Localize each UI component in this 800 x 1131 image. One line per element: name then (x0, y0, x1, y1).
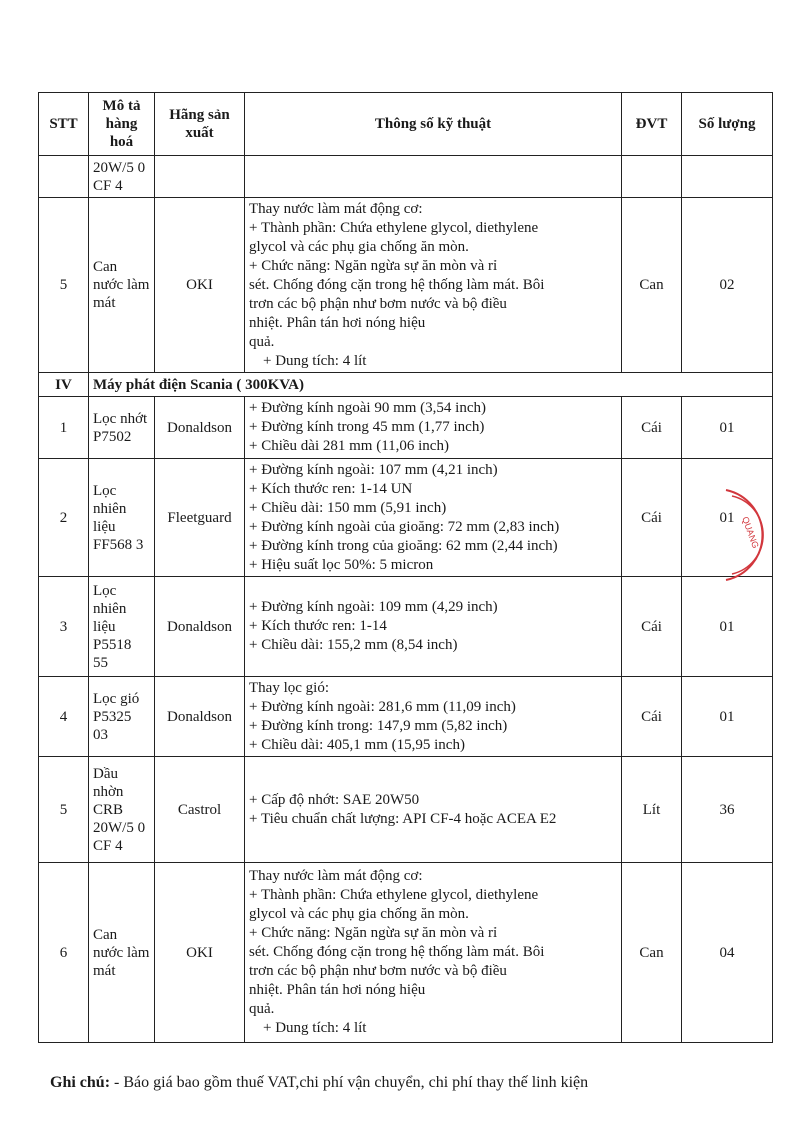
carry-manufacturer (155, 156, 245, 198)
table-row (39, 677, 773, 757)
spec-line: glycol và các phụ gia chống ăn mòn. (249, 906, 469, 922)
row-unit: Cái (622, 677, 682, 757)
row-stt: 1 (39, 397, 89, 459)
spec-line: + Chức năng: Ngăn ngừa sự ăn mòn và rỉ (249, 925, 498, 941)
row-description: Lọc gió P5325 03 (89, 677, 155, 757)
row-quantity: 04 (682, 863, 773, 1043)
spec-line: nhiệt. Phân tán hơi nóng hiệu (249, 314, 426, 331)
row-description: Can nước làm mát (89, 198, 155, 373)
spec-line: + Đường kính ngoài của gioăng: 72 mm (2,83 inch) (249, 518, 560, 535)
spec-line: nhiệt. Phân tán hơi nóng hiệu (249, 982, 426, 998)
footer-note (50, 1074, 588, 1092)
spec-line: quả. (249, 333, 275, 350)
spec-line: + Kích thước ren: 1-14 UN (249, 480, 413, 497)
spec-line: + Đường kính ngoài 90 mm (3,54 inch) (249, 400, 486, 416)
row-description: Lọc nhiên liệu P5518 55 (89, 577, 155, 677)
spec-line: + Đường kính trong của gioăng: 62 mm (2,44 inch) (249, 537, 558, 554)
header-specs: Thông số kỹ thuật (245, 93, 622, 156)
spec-line: + Đường kính ngoài: 109 mm (4,29 inch) (249, 599, 498, 615)
spec-line: sét. Chống đóng cặn trong hệ thống làm mát. Bôi (249, 944, 545, 960)
carry-unit (622, 156, 682, 198)
spec-line: + Chiều dài: 150 mm (5,91 inch) (249, 499, 447, 516)
spec-line: trơn các bộ phận như bơm nước và bộ điều (249, 295, 507, 312)
spec-line: + Thành phần: Chứa ethylene glycol, diethylene (249, 219, 539, 236)
row-unit: Lít (622, 757, 682, 863)
table-row (39, 757, 773, 863)
row-manufacturer: OKI (155, 198, 245, 373)
spec-line: + Chiều dài: 155,2 mm (8,54 inch) (249, 637, 458, 653)
header-quantity: Số lượng (682, 93, 773, 156)
spec-line: + Đường kính ngoài: 107 mm (4,21 inch) (249, 461, 498, 478)
note-label: Ghi chú: (50, 1074, 111, 1091)
row-description: Dầu nhờn CRB 20W/5 0 CF 4 (89, 757, 155, 863)
row-manufacturer: Castrol (155, 757, 245, 863)
row-specs (245, 757, 622, 863)
spec-line: + Chiều dài 281 mm (11,06 inch) (249, 438, 449, 454)
spec-line: + Hiệu suất lọc 50%: 5 micron (249, 556, 434, 573)
spec-line: + Dung tích: 4 lít (263, 1020, 367, 1036)
row-manufacturer: Donaldson (155, 397, 245, 459)
table-row (39, 198, 773, 373)
table-row (39, 863, 773, 1043)
row-specs (245, 863, 622, 1043)
carry-description: 20W/5 0 CF 4 (89, 156, 155, 198)
row-unit: Can (622, 863, 682, 1043)
row-specs (245, 459, 622, 577)
note-text: - Báo giá bao gồm thuế VAT,chi phí vận chuyển, chi phí thay thế linh kiện (110, 1074, 589, 1091)
row-stt: 4 (39, 677, 89, 757)
row-specs (245, 397, 622, 459)
row-specs (245, 577, 622, 677)
row-unit: Cái (622, 577, 682, 677)
stamp-text: QUANG (740, 515, 761, 550)
header-stt: STT (39, 93, 89, 156)
table-row (39, 577, 773, 677)
row-stt: 5 (39, 198, 89, 373)
spec-line: + Đường kính ngoài: 281,6 mm (11,09 inch) (249, 698, 516, 715)
spec-line: + Kích thước ren: 1-14 (249, 618, 387, 634)
spec-line: Thay nước làm mát động cơ: (249, 200, 423, 217)
spec-line: + Chức năng: Ngăn ngừa sự ăn mòn và rỉ (249, 257, 498, 274)
row-description: Can nước làm mát (89, 863, 155, 1043)
table-row (39, 459, 773, 577)
quotation-table (38, 92, 773, 1043)
row-quantity: 01 (682, 577, 773, 677)
spec-line: + Đường kính trong 45 mm (1,77 inch) (249, 419, 485, 435)
row-manufacturer: Donaldson (155, 677, 245, 757)
section-title: Máy phát điện Scania ( 300KVA) (89, 373, 773, 397)
row-description: Lọc nhiên liệu FF568 3 (89, 459, 155, 577)
row-quantity: 36 (682, 757, 773, 863)
spec-line: quả. (249, 1001, 275, 1017)
row-unit: Cái (622, 397, 682, 459)
carry-over-row (39, 156, 773, 198)
section-number: IV (39, 373, 89, 397)
header-manufacturer: Hãng sản xuất (155, 93, 245, 156)
spec-line: + Dung tích: 4 lít (263, 352, 367, 369)
carry-quantity (682, 156, 773, 198)
row-stt: 3 (39, 577, 89, 677)
row-manufacturer: OKI (155, 863, 245, 1043)
spec-line: sét. Chống đóng cặn trong hệ thống làm mát. Bôi (249, 276, 545, 293)
row-stt: 2 (39, 459, 89, 577)
row-manufacturer: Fleetguard (155, 459, 245, 577)
row-specs (245, 677, 622, 757)
row-quantity: 01 (682, 397, 773, 459)
row-description: Lọc nhớt P7502 (89, 397, 155, 459)
header-unit: ĐVT (622, 93, 682, 156)
spec-line: + Thành phần: Chứa ethylene glycol, diethylene (249, 887, 539, 903)
carry-stt (39, 156, 89, 198)
spec-line: Thay lọc gió: (249, 679, 329, 696)
section-row (39, 373, 773, 397)
spec-line: + Chiều dài: 405,1 mm (15,95 inch) (249, 736, 465, 753)
row-quantity: 01 (682, 677, 773, 757)
header-description: Mô tả hàng hoá (89, 93, 155, 156)
row-manufacturer: Donaldson (155, 577, 245, 677)
spec-line: + Đường kính trong: 147,9 mm (5,82 inch) (249, 717, 508, 734)
row-quantity: 02 (682, 198, 773, 373)
row-stt: 5 (39, 757, 89, 863)
row-unit: Cái (622, 459, 682, 577)
row-unit: Can (622, 198, 682, 373)
spec-line: + Tiêu chuẩn chất lượng: API CF-4 hoặc ACEA E2 (249, 810, 557, 827)
row-specs (245, 198, 622, 373)
spec-line: + Cấp độ nhớt: SAE 20W50 (249, 791, 420, 808)
carry-specs (245, 156, 622, 198)
header-row (39, 93, 773, 156)
spec-line: glycol và các phụ gia chống ăn mòn. (249, 238, 469, 255)
row-stt: 6 (39, 863, 89, 1043)
table-row (39, 397, 773, 459)
row-quantity: 01 (682, 459, 773, 577)
spec-line: Thay nước làm mát động cơ: (249, 868, 423, 884)
spec-line: trơn các bộ phận như bơm nước và bộ điều (249, 963, 507, 979)
